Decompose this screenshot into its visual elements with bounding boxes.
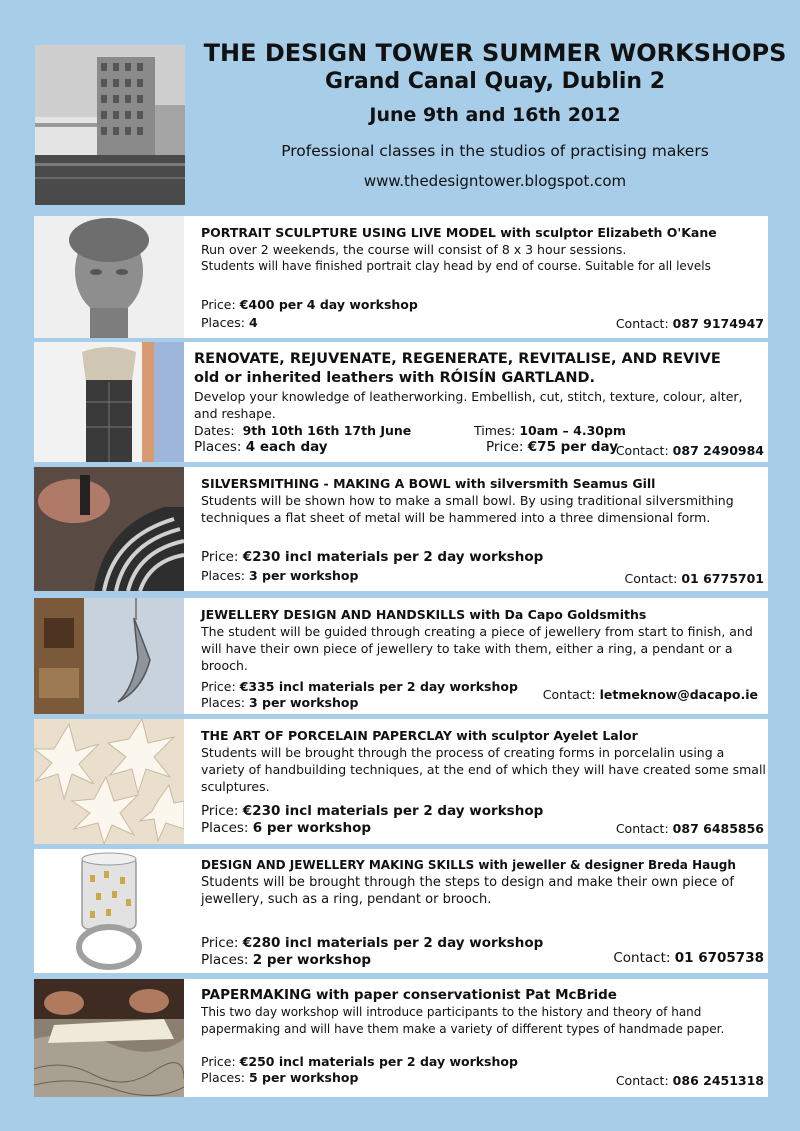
places-line — [201, 314, 258, 331]
price-line: Price: €280 incl materials per 2 day workshop — [201, 935, 544, 951]
workshop-title: DESIGN AND JEWELLERY MAKING SKILLS with jeweller & designer Breda Haugh — [201, 858, 736, 872]
papermaking-photo — [34, 979, 184, 1097]
workshop-body — [201, 606, 764, 674]
places-line: Places: 5 per workshop — [201, 1070, 359, 1085]
places-line: Places: 6 per workshop — [201, 820, 372, 836]
contact-value[interactable]: 01 6705738 — [674, 950, 764, 966]
contact-value[interactable]: 086 2451318 — [672, 1073, 764, 1088]
price-line: Price: €335 incl materials per 2 day workshop — [201, 679, 518, 694]
contact-email[interactable]: letmeknow@dacapo.ie — [599, 687, 758, 702]
contact-value[interactable]: 087 6485856 — [672, 821, 764, 836]
workshop-title: THE ART OF PORCELAIN PAPERCLAY with sculptor Ayelet Lalor — [201, 728, 638, 743]
price-line: Price: €250 incl materials per 2 day workshop — [201, 1054, 518, 1069]
workshop-body — [201, 727, 764, 795]
contact-value[interactable]: 01 6775701 — [681, 571, 764, 586]
website-link[interactable]: www.thedesigntower.blogspot.com — [363, 172, 627, 190]
workshop-description: This two day workshop will introduce participants to the history and theory of hand papermaking and will have them make a variety of different types of handmade paper. — [201, 1005, 725, 1036]
workshop-jewellery-design — [34, 598, 768, 714]
workshop-body — [201, 224, 764, 275]
workshop-title: RENOVATE, REJUVENATE, REGENERATE, REVITALISE, AND REVIVE old or inherited leathers with RÓISÍN GARTLAND. — [194, 351, 721, 386]
header — [0, 0, 800, 215]
places-value: 4 — [248, 315, 258, 330]
workshop-description: Develop your knowledge of leatherworking. Embellish, cut, stitch, texture, colour, alter, and reshape. — [194, 389, 743, 421]
design-tower-building-photo — [35, 45, 185, 205]
workshop-silversmithing — [34, 467, 768, 591]
workshop-title: PORTRAIT SCULPTURE USING LIVE MODEL with sculptor Elizabeth O'Kane — [201, 225, 717, 240]
silver-bowl-hammering-photo — [34, 467, 184, 591]
workshop-body — [201, 475, 764, 526]
workshop-body — [201, 857, 764, 908]
contact-line: Contact: 086 2451318 — [615, 1073, 764, 1088]
page-title: THE DESIGN TOWER SUMMER WORKSHOPS — [203, 39, 787, 67]
places-line: Places: 2 per workshop — [201, 952, 372, 968]
workshop-papermaking — [34, 979, 768, 1097]
workshop-description: Students will be brought through the steps to design and make their own piece of jewellery, such as a ring, pendant or brooch. — [201, 875, 734, 907]
price-line: Price: €230 incl materials per 2 day workshop — [201, 803, 544, 819]
workshop-description: Run over 2 weekends, the course will consist of 8 x 3 hour sessions. — [201, 242, 627, 257]
contact-line: Contact: 087 2490984 — [615, 443, 764, 458]
contact-value[interactable]: 087 9174947 — [672, 316, 764, 331]
contact-line: Contact: 087 6485856 — [615, 821, 764, 836]
workshop-title: JEWELLERY DESIGN AND HANDSKILLS with Da Capo Goldsmiths — [201, 607, 647, 622]
location: Grand Canal Quay, Dublin 2 — [324, 69, 666, 94]
leather-bodice-photo — [34, 342, 184, 462]
workshop-porcelain-paperclay — [34, 719, 768, 844]
porcelain-sculpture-photo — [34, 719, 184, 844]
times-line: Times: 10am – 4.30pm — [474, 423, 626, 438]
workshop-title: PAPERMAKING with paper conservationist Pat McBride — [201, 987, 617, 1003]
ring-photo — [34, 849, 184, 973]
workshop-description: Students will have finished portrait clay head by end of course. Suitable for all levels — [201, 259, 711, 273]
workshop-body — [201, 987, 764, 1038]
workshop-description: Students will be shown how to make a small bowl. By using traditional silversmithing techniques a flat sheet of metal will be hammered into a three dimensional form. — [201, 493, 734, 525]
price-label: Price: — [201, 297, 236, 312]
contact-line: Contact: 01 6775701 — [624, 571, 764, 586]
header-text — [200, 38, 790, 192]
price-value: €400 per 4 day workshop — [239, 297, 418, 312]
workshop-description: The student will be guided through creating a piece of jewellery from start to finish, and will have their own piece of jewellery to take with them, either a ring, a pendant or a brooch. — [201, 624, 753, 673]
contact-line: Contact: letmeknow@dacapo.ie — [542, 687, 758, 702]
price-line: Price: €230 incl materials per 2 day workshop — [201, 549, 544, 565]
price-line: Price: €75 per day — [486, 439, 618, 455]
workshop-jewellery-making — [34, 849, 768, 973]
contact-line — [616, 316, 764, 331]
price-line — [201, 296, 418, 313]
workshop-leathers — [34, 342, 768, 462]
dates-line: Dates: 9th 10th 16th 17th June — [194, 423, 412, 438]
workshop-description: Students will be brought through the process of creating forms in porcelalin using a variety of handbuilding techniques, at the end of which they will have created some small sculptures. — [201, 745, 766, 794]
pendant-making-photo — [34, 598, 184, 714]
event-dates: June 9th and 16th 2012 — [369, 104, 621, 126]
places-line: Places: 3 per workshop — [201, 695, 359, 710]
sculpture-head-photo — [34, 216, 184, 338]
tagline: Professional classes in the studios of practising makers — [281, 142, 709, 160]
workshop-title: SILVERSMITHING - MAKING A BOWL with silversmith Seamus Gill — [201, 476, 656, 491]
contact-label: Contact: — [615, 316, 669, 331]
contact-value[interactable]: 087 2490984 — [672, 443, 764, 458]
places-label: Places: — [201, 315, 245, 330]
places-line: Places: 3 per workshop — [201, 568, 359, 583]
contact-line: Contact: 01 6705738 — [613, 950, 764, 966]
workshop-portrait-sculpture — [34, 216, 768, 338]
places-line: Places: 4 each day — [194, 439, 328, 455]
